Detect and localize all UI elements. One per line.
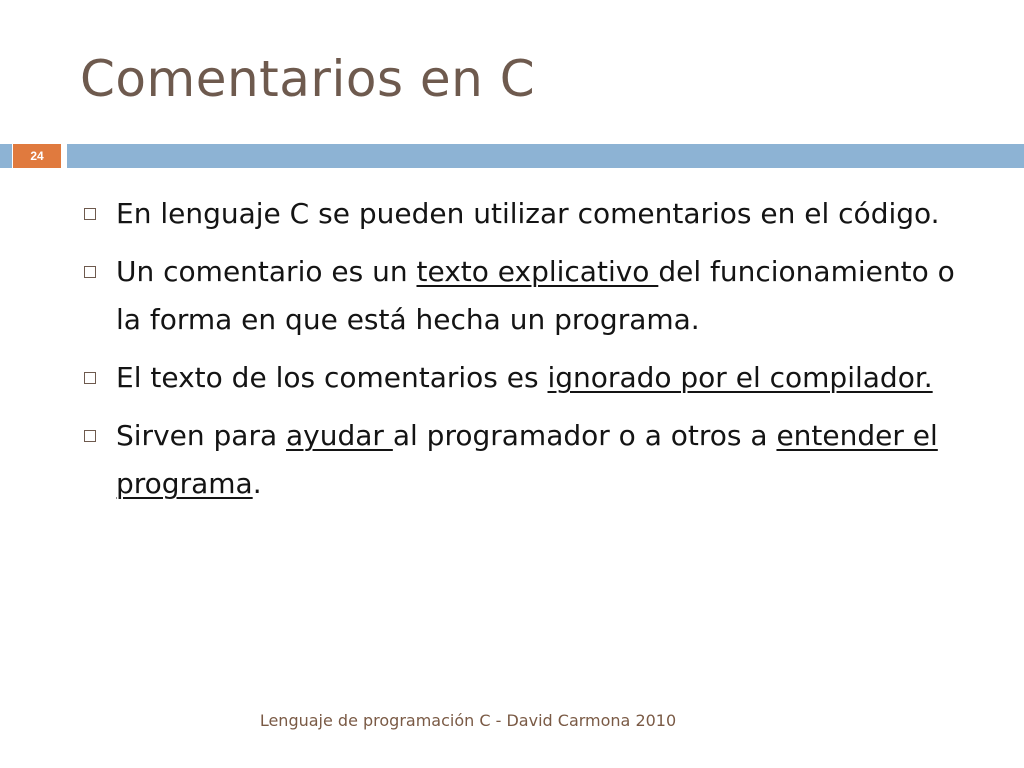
page-number-badge: 24 [13, 144, 61, 168]
square-bullet-icon [84, 208, 96, 220]
bullet-text-middle: al programador o a otros a [392, 419, 777, 452]
slide-footer: Lenguaje de programación C - David Carmona 2010 [259, 711, 677, 730]
bullet-list [84, 190, 964, 518]
bullet-text-underlined: ignorado por el compilador. [547, 361, 933, 394]
bullet-item-1 [84, 190, 964, 238]
header-bar-right [67, 144, 1024, 168]
bullet-text-underlined-2: entender el programa [116, 419, 938, 500]
bullet-text-before: Un comentario es un [116, 255, 417, 288]
header-bar-left [0, 144, 12, 168]
bullet-text: En lenguaje C se pueden utilizar comentarios en el código. [116, 197, 940, 230]
bullet-text-after: . [252, 467, 262, 500]
square-bullet-icon [84, 372, 96, 384]
slide-title: Comentarios en C [80, 50, 536, 108]
bullet-text-underlined: texto explicativo [416, 255, 659, 288]
square-bullet-icon [84, 430, 96, 442]
bullet-text-underlined: ayudar [286, 419, 393, 452]
square-bullet-icon [84, 266, 96, 278]
bullet-item-2 [84, 248, 964, 344]
bullet-text-before: El texto de los comentarios es [116, 361, 548, 394]
bullet-item-4 [84, 412, 964, 508]
bullet-text-before: Sirven para [116, 419, 287, 452]
bullet-text-after: del funcionamiento o la forma en que está hecha un programa. [116, 255, 955, 336]
bullet-item-3 [84, 354, 964, 402]
